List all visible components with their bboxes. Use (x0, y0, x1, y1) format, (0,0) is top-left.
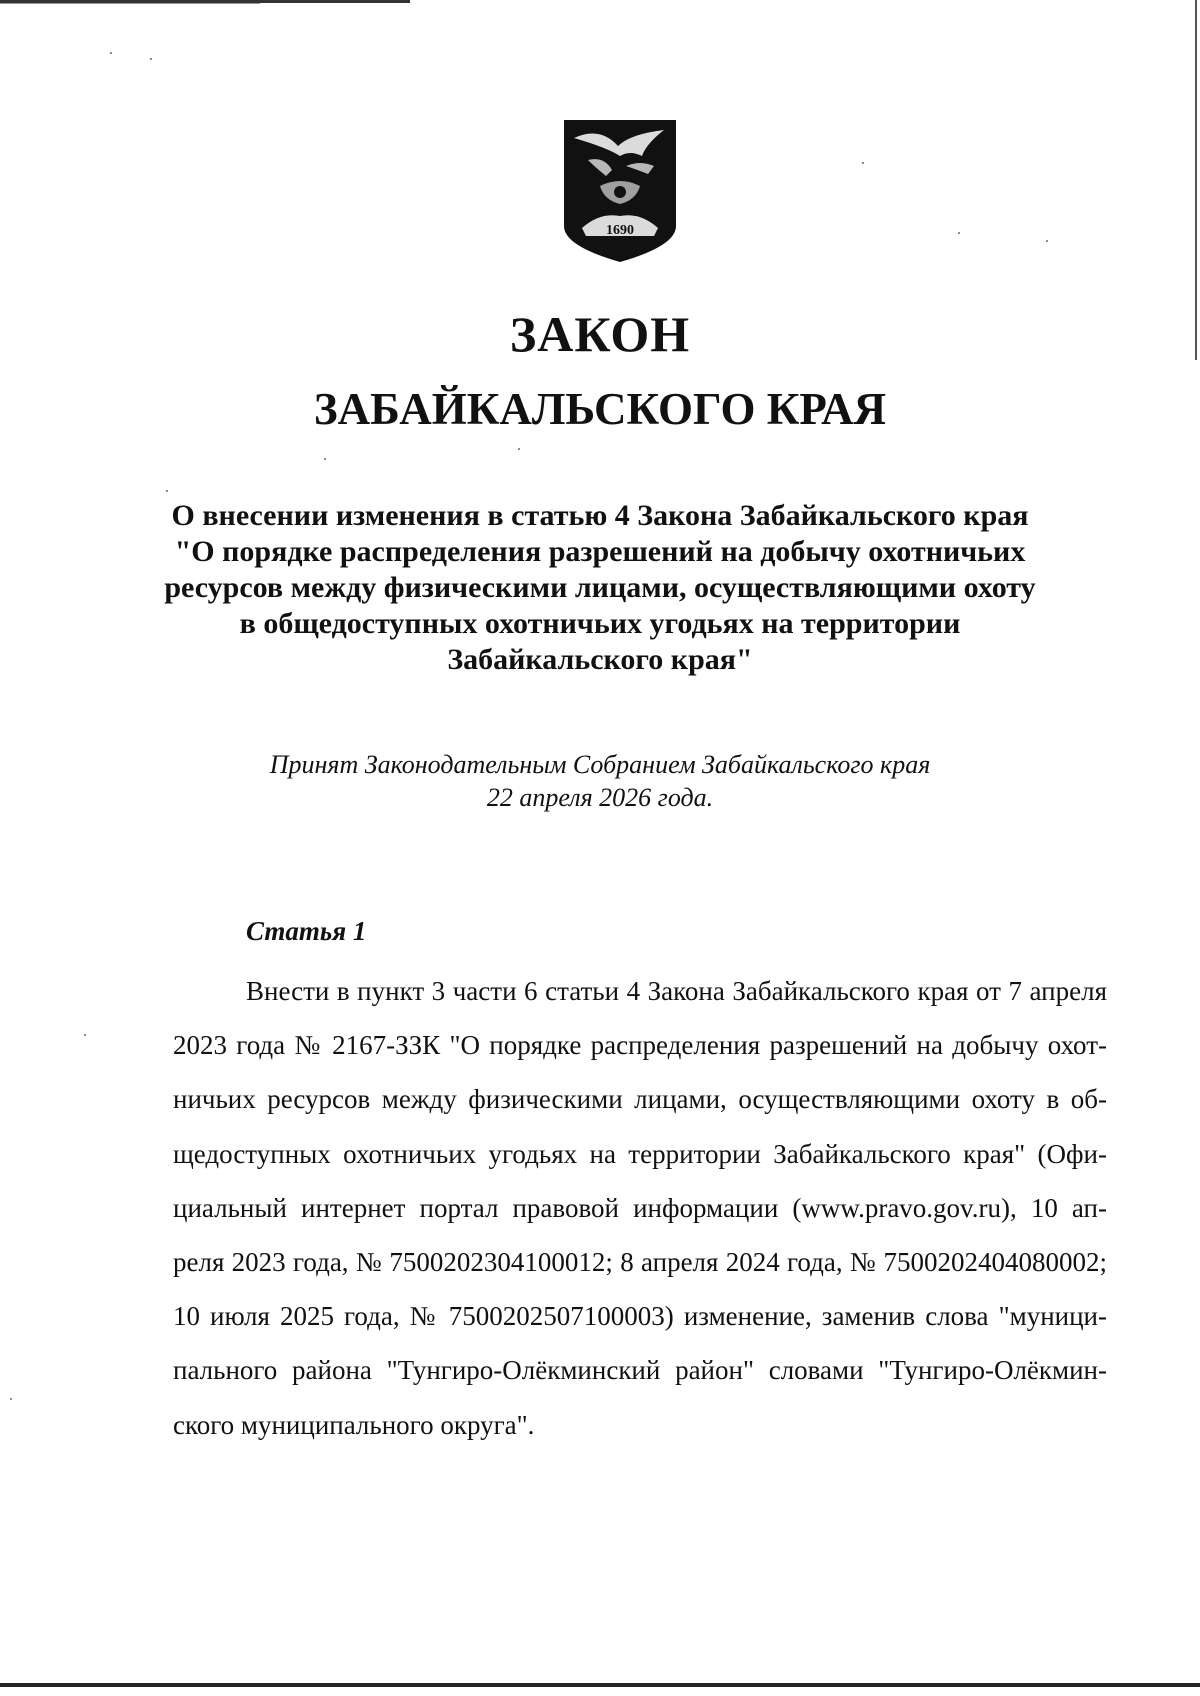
article-line: щедоступных охотничьих угодьях на территории Забайкальского края" (Офи- (173, 1138, 1107, 1169)
scan-speck (1046, 240, 1048, 242)
scan-speck (110, 52, 112, 54)
article-line: 2023 года № 2167-ЗЗК "О порядке распределения разрешений на добычу охот- (173, 1030, 1107, 1061)
scan-edge-bottom (0, 1683, 1200, 1687)
law-subject-line: в общедоступных охотничьих угодьях на территории (239, 607, 961, 640)
adoption-date: 22 апреля 2026 года. (486, 783, 714, 812)
coat-of-arms-emblem (560, 116, 680, 264)
scan-speck (84, 1034, 86, 1036)
law-subject-line: О внесении изменения в статью 4 Закона Забайкальского края (171, 499, 1029, 532)
article-line: 10 июля 2025 года, № 7500202507100003) изменение, заменив слова "муници- (173, 1301, 1107, 1332)
scan-speck (150, 58, 152, 60)
article-line: ского муниципального округа". (173, 1409, 535, 1440)
scan-speck (862, 162, 864, 164)
article-line: пального района "Тунгиро-Олёкминский район" словами "Тунгиро-Олёкмин- (173, 1355, 1107, 1386)
scan-speck (324, 458, 326, 460)
adoption-note (150, 748, 1050, 814)
scan-edge-top-faint (0, 3, 260, 4)
adoption-note-line: Принят Законодательным Собранием Забайкальского края (269, 750, 931, 779)
law-subject-line: Забайкальского края" (447, 643, 753, 676)
article-body (173, 964, 1107, 1452)
law-subject-line: ресурсов между физическими лицами, осуществляющими охоту (164, 571, 1036, 604)
scan-speck (518, 448, 520, 450)
article-line: ничьих ресурсов между физическими лицами, осуществляющими охоту в об- (173, 1084, 1107, 1115)
article-line: Внести в пункт 3 части 6 статьи 4 Закона Забайкальского края от 7 апреля (246, 976, 1107, 1006)
article-heading: Статья 1 (246, 916, 367, 946)
scan-speck (166, 490, 168, 492)
law-title: ЗАКОН (509, 306, 691, 362)
article-line: циальный интернет портал правовой информации (www.pravo.gov.ru), 10 ап- (173, 1192, 1107, 1223)
scan-speck (958, 232, 960, 234)
law-subject-line: "О порядке распределения разрешений на добычу охотничьих (174, 535, 1026, 568)
law-subject (150, 498, 1050, 678)
law-region-title: ЗАБАЙКАЛЬСКОГО КРАЯ (313, 384, 887, 434)
scan-speck (10, 1398, 12, 1400)
article-line: реля 2023 года, № 7500202304100012; 8 апреля 2024 года, № 7500202404080002; (173, 1246, 1107, 1277)
svg-text:1690: 1690 (606, 223, 634, 238)
